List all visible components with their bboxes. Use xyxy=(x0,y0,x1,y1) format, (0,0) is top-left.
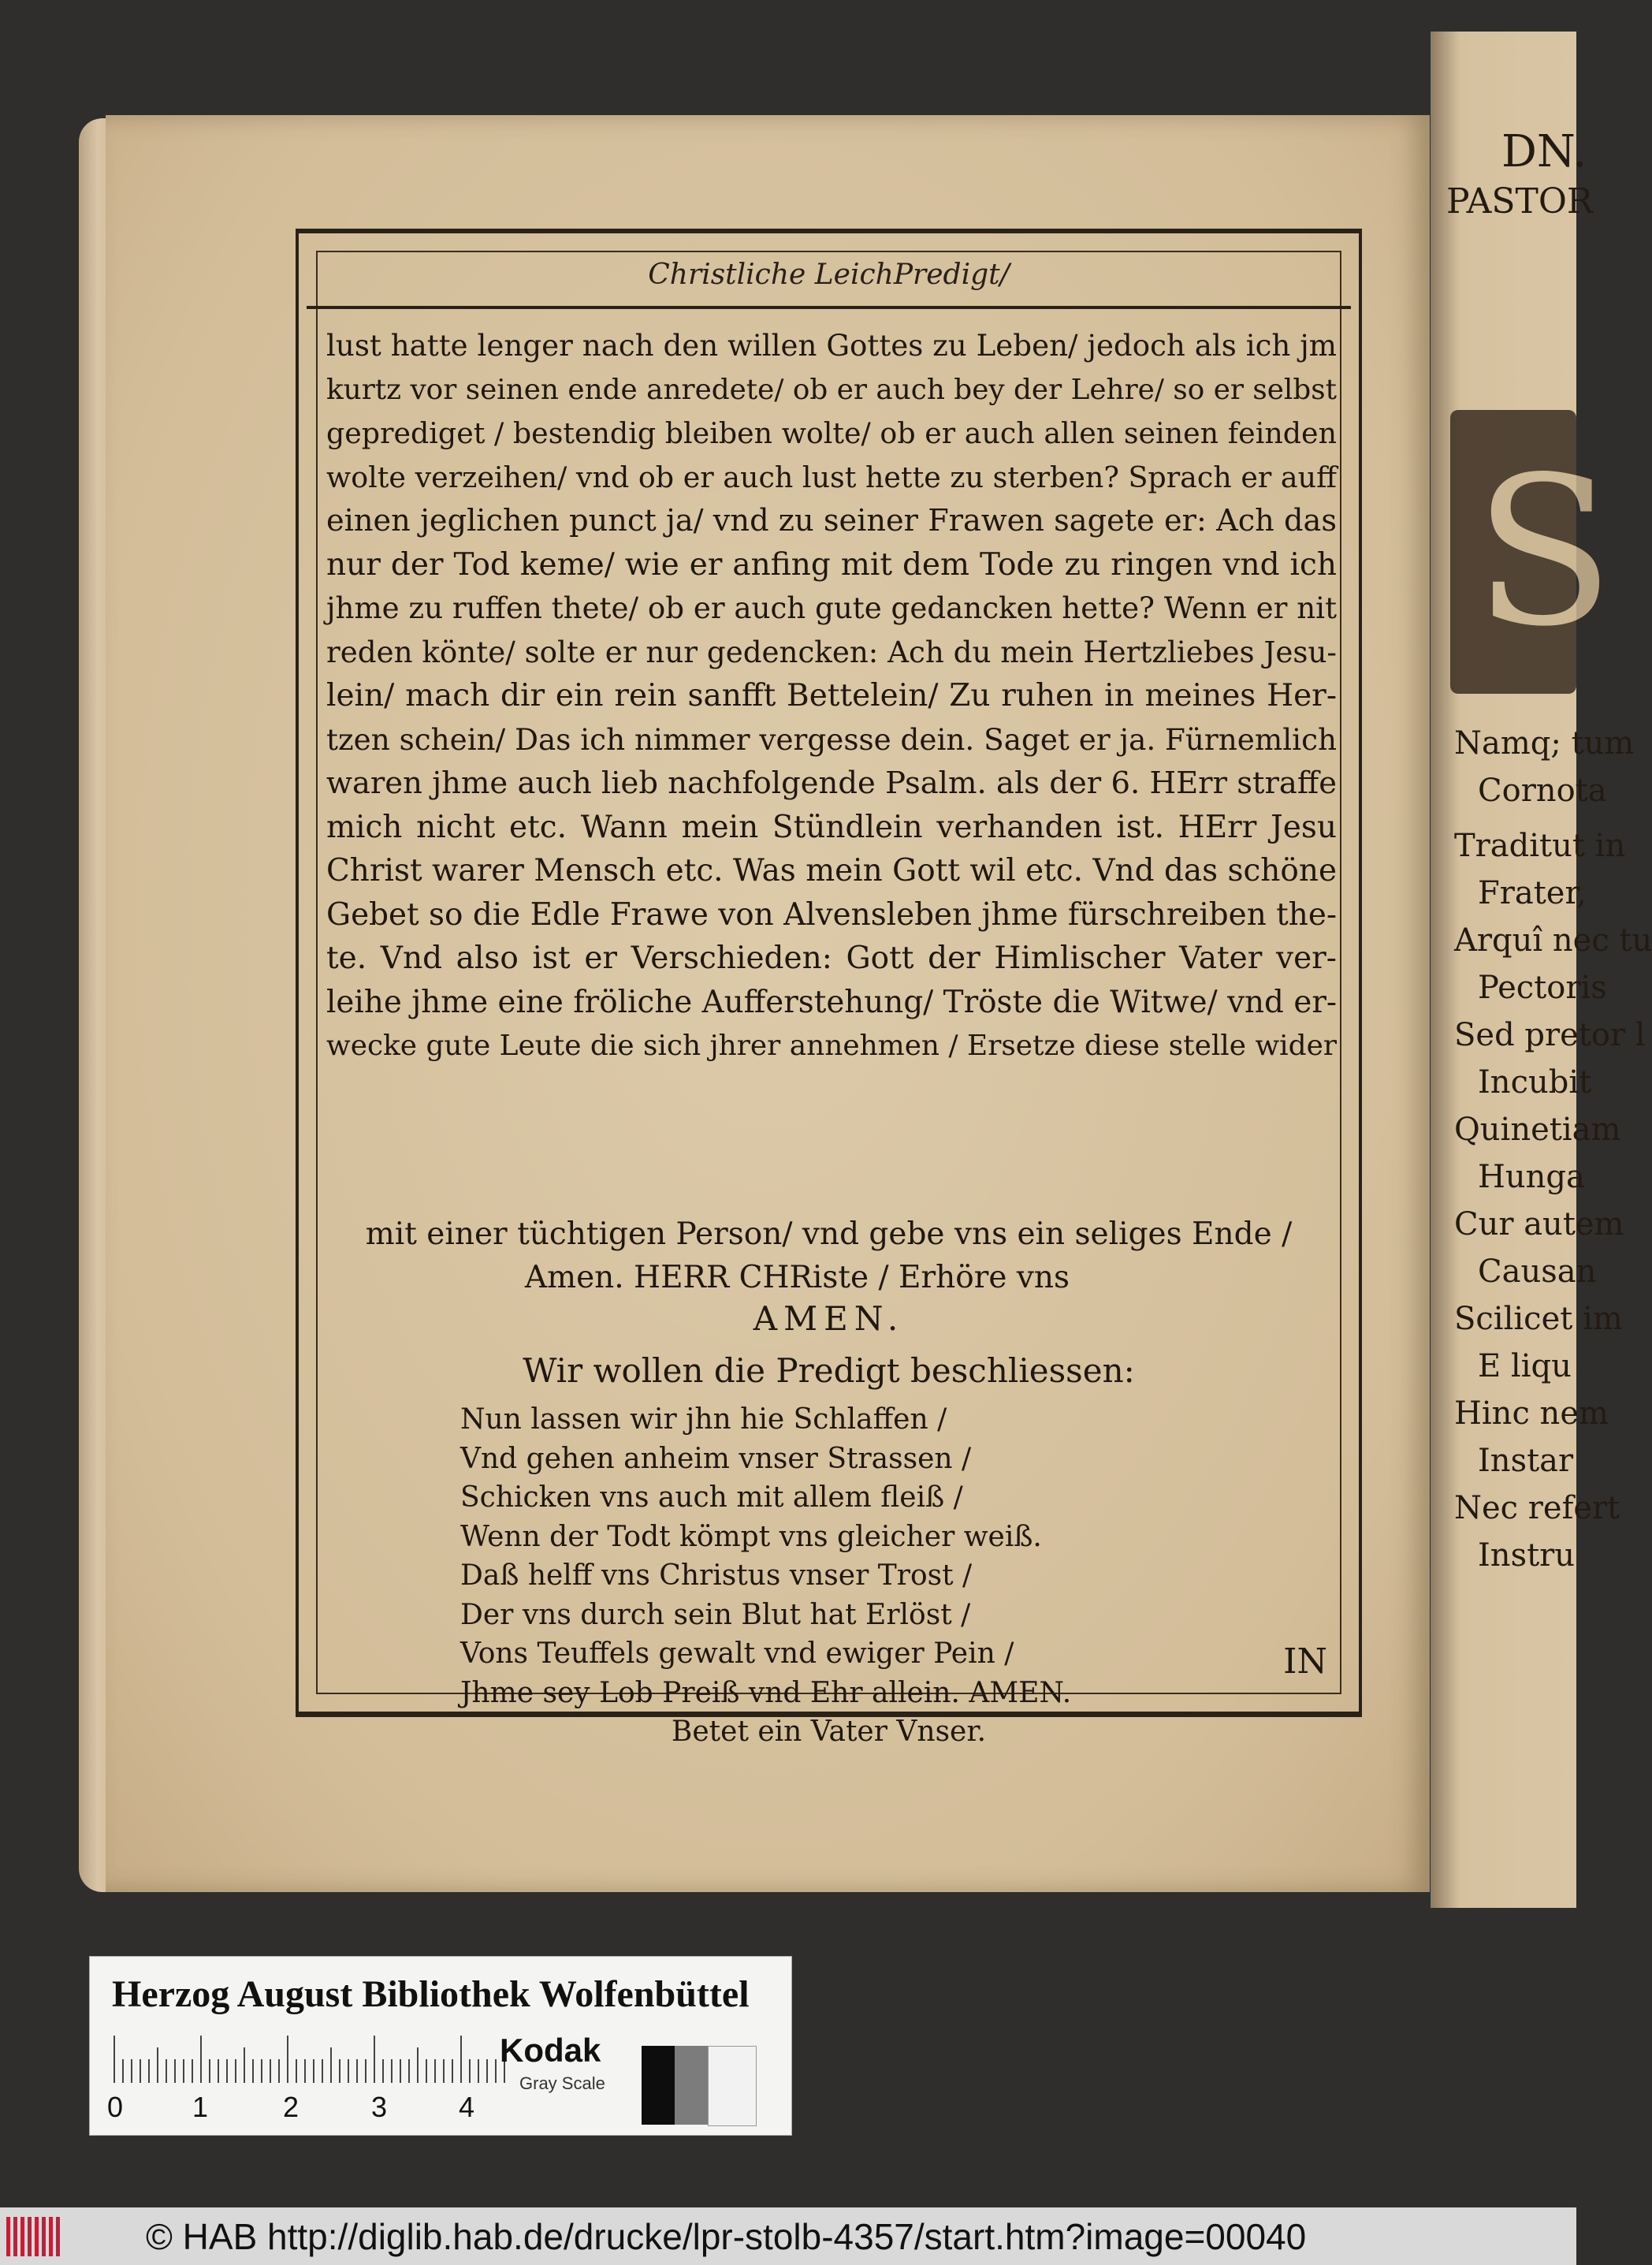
ruler-tick xyxy=(218,2059,219,2083)
ruler-tick xyxy=(131,2059,132,2083)
gray-scale-label: Gray Scale xyxy=(519,2073,605,2093)
ruler-tick xyxy=(443,2059,445,2083)
ruler xyxy=(113,2036,508,2083)
ruler-number: 0 xyxy=(107,2091,124,2123)
sermon-text xyxy=(326,324,1337,1068)
verse-line: Wenn der Todt kömpt vns gleicher weiß. xyxy=(460,1520,1042,1553)
ruler-tick xyxy=(339,2059,340,2083)
ruler-tick xyxy=(426,2059,427,2083)
right-page-fragment: Cornota xyxy=(1478,773,1607,809)
text-line: lein/ mach dir ein rein sanfft Bettelein/ Zu ruhen in meines Her- xyxy=(326,678,1337,713)
text-line: jhme zu ruffen thete/ ob er auch gute gedancken hette? Wenn er nit xyxy=(326,590,1337,625)
ruler-tick xyxy=(148,2059,150,2083)
right-page-fragment: Arquî nec tu xyxy=(1454,922,1652,959)
right-page-fragment: Pectoris xyxy=(1478,970,1607,1006)
text-line: einen jeglichen punct ja/ vnd zu seiner Frawen sagete er: Ach das xyxy=(326,503,1337,538)
text-line: te. Vnd also ist er Verschieden: Gott der Himlischer Vater ver- xyxy=(326,941,1337,976)
text-line: mich nicht etc. Wann mein Stündlein verhanden ist. HErr Jesu xyxy=(326,809,1337,845)
ruler-tick xyxy=(235,2059,236,2083)
ruler-tick xyxy=(278,2059,280,2083)
ruler-tick xyxy=(348,2059,349,2083)
hab-logo-icon xyxy=(6,2217,61,2256)
amen-line: Amen. HERR CHRiste / Erhöre vns xyxy=(524,1260,1070,1295)
text-line: waren jhme auch lieb nachfolgende Psalm. als der 6. HErr straffe xyxy=(326,766,1337,801)
right-page-fragment: Incubit xyxy=(1478,1064,1592,1101)
verse-line: Daß helff vns Christus vnser Trost / xyxy=(460,1559,973,1592)
ruler-number: 4 xyxy=(459,2091,475,2123)
verse-line: Jhme sey Lob Preiß vnd Ehr allein. AMEN. xyxy=(460,1676,1072,1709)
ruler-tick xyxy=(157,2047,158,2083)
right-page-fragment: Instru xyxy=(1478,1537,1576,1574)
ruler-tick xyxy=(391,2059,393,2083)
ruler-tick xyxy=(244,2047,245,2083)
text-line: wolte verzeihen/ vnd ob er auch lust hette zu sterben? Sprach er auff xyxy=(326,460,1338,494)
right-page-fragment: Causan xyxy=(1478,1254,1597,1290)
initial-letter: S xyxy=(1474,434,1615,672)
ruler-tick xyxy=(287,2036,288,2083)
ruler-tick xyxy=(452,2059,453,2083)
right-page-fragment: Quinetiam xyxy=(1454,1112,1621,1148)
ruler-number: 2 xyxy=(283,2091,300,2123)
text-frame xyxy=(296,229,1362,1748)
verse-line: Vons Teuffels gewalt vnd ewiger Pein / xyxy=(460,1637,1014,1670)
ruler-number: 3 xyxy=(371,2091,388,2123)
ruler-tick xyxy=(296,2059,297,2083)
ruler-tick xyxy=(400,2059,401,2083)
right-page-fragment: Hunga xyxy=(1478,1159,1585,1195)
kodak-logo: Kodak xyxy=(500,2032,601,2069)
lords-prayer-note: Betet ein Vater Vnser. xyxy=(671,1716,987,1748)
text-line: reden könte/ solte er nur gedencken: Ach du mein Hertzliebes Jesu- xyxy=(326,634,1337,669)
closing-verse xyxy=(460,1400,1071,1712)
verse-line: Vnd gehen anheim vnser Strassen / xyxy=(460,1442,972,1475)
ruler-tick xyxy=(183,2059,184,2083)
ruler-tick xyxy=(252,2059,254,2083)
text-line: Christ warer Mensch etc. Was mein Gott wil etc. Vnd das schöne xyxy=(326,853,1337,888)
text-line: Gebet so die Edle Frawe von Alvensleben jhme fürschreiben the- xyxy=(326,896,1337,933)
ruler-tick xyxy=(365,2059,366,2083)
ruler-tick xyxy=(478,2059,479,2083)
right-page-fragment: Frater, xyxy=(1478,875,1587,911)
ruler-tick xyxy=(122,2059,124,2083)
footer-bar xyxy=(0,2207,1576,2265)
verse-line: Nun lassen wir jhn hie Schlaffen / xyxy=(460,1403,947,1436)
ruler-tick xyxy=(166,2059,167,2083)
ruler-tick xyxy=(417,2047,419,2083)
ruler-tick xyxy=(382,2059,384,2083)
ruler-tick xyxy=(330,2047,332,2083)
ruler-tick xyxy=(209,2059,210,2083)
ruler-tick xyxy=(469,2059,471,2083)
library-label-card xyxy=(89,1956,792,2136)
right-page-fragment: Hinc nem xyxy=(1454,1395,1609,1432)
catchword: IN xyxy=(1283,1641,1327,1682)
black-swatch xyxy=(642,2046,675,2125)
running-head: Christliche LeichPredigt/ xyxy=(648,259,1010,291)
ruler-tick xyxy=(322,2059,323,2083)
ruler-tick xyxy=(113,2036,115,2083)
text-line: geprediget / bestendig bleiben wolte/ ob er auch allen seinen feinden xyxy=(326,416,1337,450)
right-page-fragment: Nec refert xyxy=(1454,1490,1620,1526)
ruler-tick xyxy=(356,2059,358,2083)
ruler-tick xyxy=(192,2059,193,2083)
right-page-fragment: Instar xyxy=(1478,1443,1574,1479)
ruler-tick xyxy=(140,2059,141,2083)
closing-line: mit einer tüchtigen Person/ vnd gebe vns ein seliges Ende / xyxy=(365,1216,1293,1252)
right-page-fragment: Scilicet im xyxy=(1454,1301,1623,1337)
right-page-fragment: E liqu xyxy=(1478,1348,1572,1384)
right-page-fragment: Cur autem xyxy=(1454,1206,1624,1242)
ruler-tick xyxy=(486,2059,488,2083)
library-name: Herzog August Bibliothek Wolfenbüttel xyxy=(112,1973,750,2015)
ruler-tick xyxy=(270,2059,271,2083)
verse-line: Schicken vns auch mit allem fleiß / xyxy=(460,1481,963,1514)
ruler-number: 1 xyxy=(192,2091,209,2123)
text-line: wecke gute Leute die sich jhrer annehmen / Ersetze diese stelle wider xyxy=(326,1030,1337,1062)
ruler-tick xyxy=(374,2036,375,2083)
ruler-tick xyxy=(434,2059,436,2083)
ruler-tick xyxy=(304,2059,306,2083)
text-line: kurtz vor seinen ende anredete/ ob er auch bey der Lehre/ so er selbst xyxy=(326,373,1337,406)
ruler-tick xyxy=(408,2059,410,2083)
right-page-fragment: Sed pretor l xyxy=(1454,1017,1646,1053)
ruler-tick xyxy=(200,2036,202,2083)
right-page-fragment: Namq; tum xyxy=(1454,725,1635,762)
text-line: tzen schein/ Das ich nimmer vergesse dein. Saget er ja. Fürnemlich xyxy=(326,721,1337,757)
decorated-initial xyxy=(1450,410,1615,694)
ruler-tick xyxy=(495,2059,497,2083)
copyright-url[interactable]: © HAB http://diglib.hab.de/drucke/lpr-stolb-4357/start.htm?image=00040 xyxy=(146,2216,1307,2257)
ruler-tick xyxy=(261,2059,262,2083)
ruler-tick xyxy=(226,2059,228,2083)
right-page-fragment: DN. xyxy=(1501,126,1587,177)
text-line: nur der Tod keme/ wie er anfing mit dem Tode zu ringen vnd ich xyxy=(326,546,1337,583)
amen: AMEN. xyxy=(753,1299,905,1338)
right-page-fragment: Traditut in xyxy=(1454,828,1626,864)
white-swatch xyxy=(708,2046,757,2126)
ruler-tick xyxy=(174,2059,176,2083)
ruler-tick xyxy=(460,2036,462,2083)
right-page-fragment: PASTOR xyxy=(1446,181,1594,222)
text-line: lust hatte lenger nach den willen Gottes zu Leben/ jedoch als ich jm xyxy=(326,328,1337,363)
verse-line: Der vns durch sein Blut hat Erlöst / xyxy=(460,1598,971,1631)
head-rule xyxy=(307,306,1351,309)
ruler-tick xyxy=(313,2059,314,2083)
verse-heading: Wir wollen die Predigt beschliessen: xyxy=(523,1351,1135,1390)
right-page xyxy=(1431,32,1652,1908)
text-line: leihe jhme eine fröliche Aufferstehung/ Tröste die Witwe/ vnd er- xyxy=(326,984,1337,1020)
gray-swatch xyxy=(675,2046,708,2125)
